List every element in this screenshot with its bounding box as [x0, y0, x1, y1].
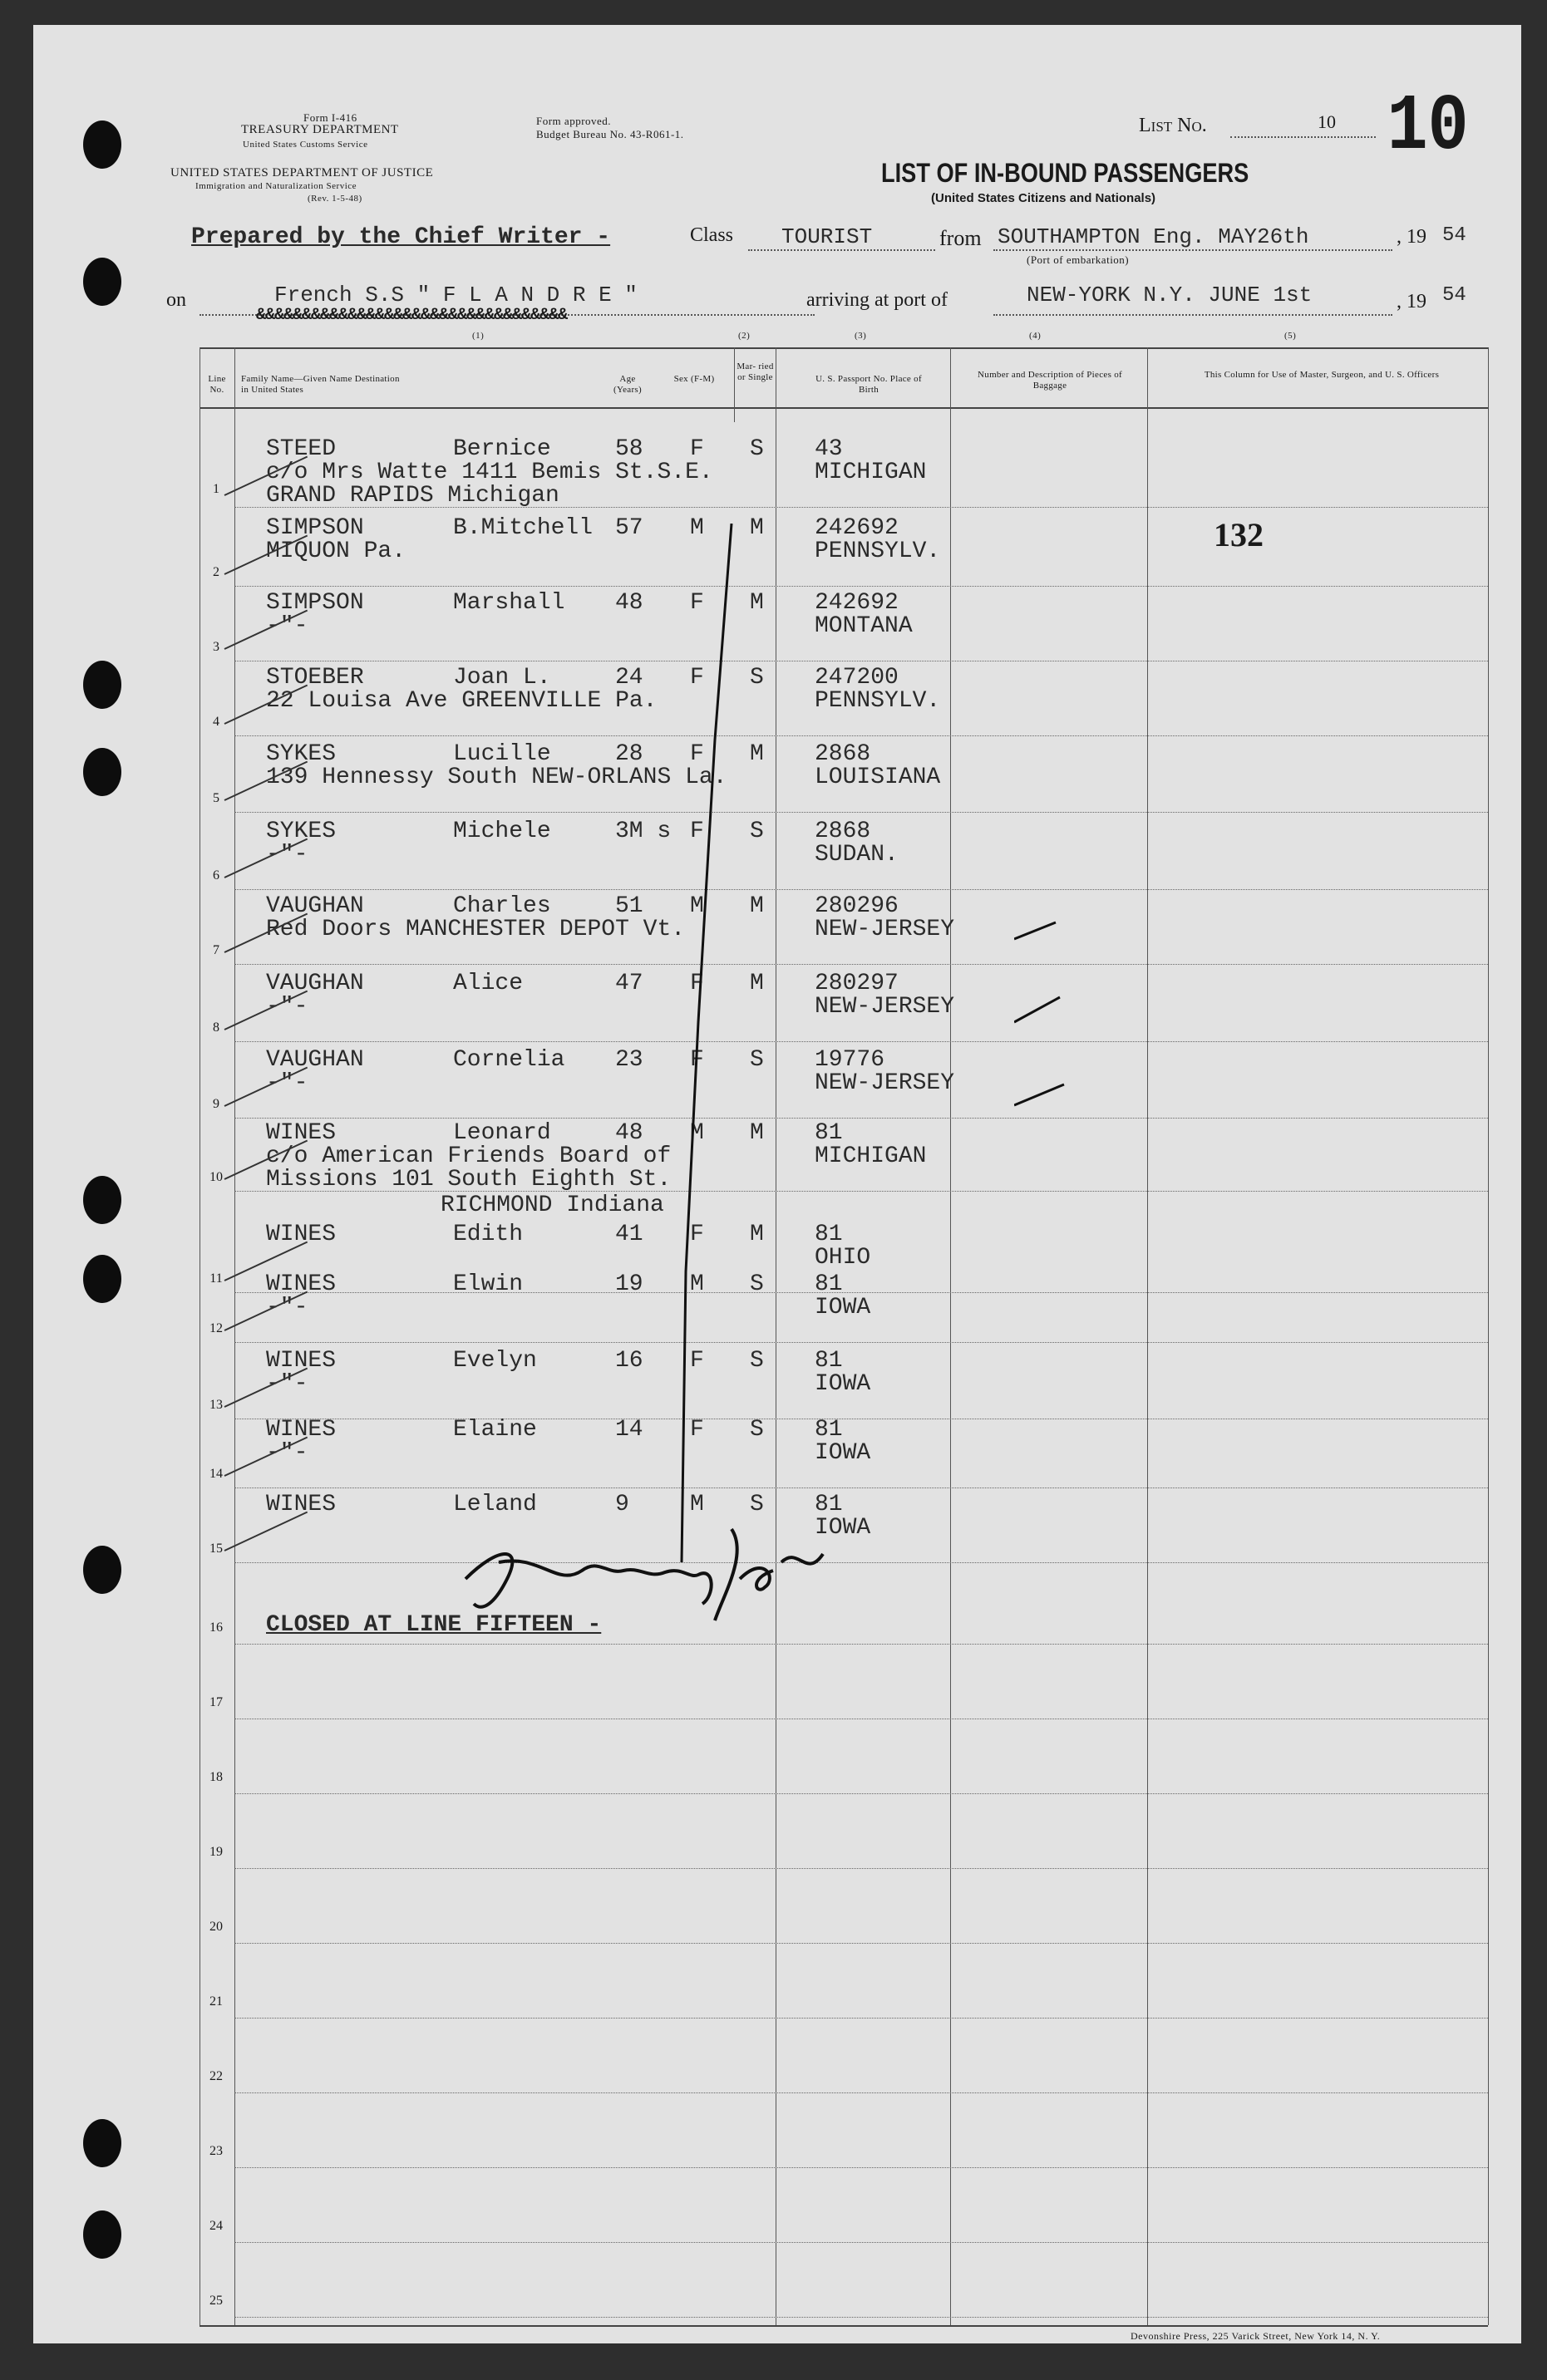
line-number: 13	[209, 1398, 223, 1412]
marital-status: M	[750, 590, 764, 616]
col-header-passport: U. S. Passport No. Place of Birth	[815, 374, 922, 395]
printer-footer: Devonshire Press, 225 Varick Street, New York 14, N. Y.	[1131, 2330, 1381, 2342]
row-separator	[234, 735, 1488, 736]
passport-no: 81	[815, 1417, 843, 1443]
col-num-2: (2)	[738, 331, 751, 341]
family-name: WINES	[266, 1222, 337, 1247]
marital-status: S	[750, 1417, 764, 1443]
passport-no: 19776	[815, 1047, 885, 1073]
col-header-line: Line No.	[208, 374, 226, 395]
form-approved: Form approved.	[536, 115, 612, 127]
line-number: 24	[209, 2219, 223, 2233]
birthplace: MICHIGAN	[815, 1143, 927, 1169]
passport-no: 81	[815, 1120, 843, 1146]
birthplace: IOWA	[815, 1295, 871, 1320]
row-separator	[234, 1644, 1488, 1645]
age: 9	[615, 1492, 629, 1517]
sex: F	[690, 590, 704, 616]
form-number: Form I-416	[303, 111, 357, 124]
class-label: Class	[690, 224, 734, 246]
family-name: WINES	[266, 1348, 337, 1374]
row-separator	[234, 1943, 1488, 1944]
passport-no: 43	[815, 436, 843, 462]
sex: M	[690, 1120, 704, 1146]
given-name: Elwin	[453, 1271, 524, 1297]
col-header-name: Family Name—Given Name Destination in United States	[241, 374, 400, 395]
ins-service: Immigration and Naturalization Service	[195, 181, 357, 191]
birthplace: LOUISIANA	[815, 765, 941, 790]
family-name: SIMPSON	[266, 590, 364, 616]
row-separator	[234, 2092, 1488, 2093]
family-name: SIMPSON	[266, 515, 364, 541]
passport-no: 2868	[815, 741, 871, 767]
row-separator	[234, 2018, 1488, 2019]
given-name: Edith	[453, 1222, 524, 1247]
family-name: WINES	[266, 1417, 337, 1443]
sex: F	[690, 819, 704, 844]
destination-line-1: Red Doors MANCHESTER DEPOT Vt.	[266, 917, 686, 942]
age: 16	[615, 1348, 643, 1374]
given-name: Lucille	[453, 741, 551, 767]
year-value-1: 54	[1442, 224, 1466, 247]
line-number: 9	[213, 1097, 219, 1111]
ship-value: French S.S " F L A N D R E "	[274, 283, 638, 307]
row-separator	[234, 889, 1488, 890]
ship-strike: &&&&&&&&&&&&&&&&&&&&&&&&&&&&&&&&&&	[256, 306, 568, 325]
list-no-line	[1230, 136, 1376, 138]
age: 47	[615, 971, 643, 996]
family-name: WINES	[266, 1271, 337, 1297]
sex: F	[690, 1348, 704, 1374]
given-name: Leland	[453, 1492, 537, 1517]
prepared-by: Prepared by the Chief Writer -	[191, 224, 611, 250]
row-separator	[234, 2317, 1488, 2318]
line-number: 6	[213, 868, 219, 883]
line-number: 14	[209, 1467, 223, 1481]
officer-note: 132	[1214, 516, 1264, 553]
marital-status: M	[750, 893, 764, 919]
family-name: SYKES	[266, 819, 337, 844]
customs-service: United States Customs Service	[243, 140, 368, 150]
passport-no: 81	[815, 1222, 843, 1247]
punch-hole	[83, 1546, 121, 1594]
line-number: 18	[209, 1770, 223, 1784]
destination-line-1: -"-	[266, 1440, 308, 1466]
destination-line-1: -"-	[266, 994, 308, 1020]
destination-line-2: Missions 101 South Eighth St.	[266, 1167, 672, 1192]
port-embark-label: (Port of embarkation)	[1027, 253, 1130, 266]
col-num-5: (5)	[1284, 331, 1297, 341]
sex: F	[690, 1047, 704, 1073]
line-number: 21	[209, 1994, 223, 2009]
row-separator	[234, 1342, 1488, 1343]
col-header-sex: Sex (F-M)	[673, 374, 715, 384]
destination-line-2: GRAND RAPIDS Michigan	[266, 483, 559, 509]
punch-hole	[83, 2210, 121, 2259]
passport-no: 81	[815, 1348, 843, 1374]
marital-status: M	[750, 971, 764, 996]
table-right-border	[1488, 347, 1489, 2325]
birthplace: MONTANA	[815, 613, 913, 639]
sex: M	[690, 893, 704, 919]
destination-line-1: -"-	[266, 1070, 308, 1096]
punch-hole	[83, 120, 121, 169]
col-num-1: (1)	[472, 331, 485, 341]
birthplace: SUDAN.	[815, 842, 899, 868]
family-name: VAUGHAN	[266, 1047, 364, 1073]
given-name: Michele	[453, 819, 551, 844]
col-header-age: Age (Years)	[613, 374, 642, 395]
table-header-border	[200, 407, 1488, 409]
year-label-1: , 19	[1397, 226, 1426, 248]
marital-status: M	[750, 741, 764, 767]
line-number: 10	[209, 1170, 223, 1184]
line-number: 5	[213, 791, 219, 805]
sex: F	[690, 1417, 704, 1443]
given-name: Leonard	[453, 1120, 551, 1146]
marital-status: S	[750, 1047, 764, 1073]
given-name: Joan L.	[453, 665, 551, 691]
row-separator	[234, 1041, 1488, 1042]
row-separator	[234, 1191, 1488, 1192]
family-name: STOEBER	[266, 665, 364, 691]
destination-line-1: 139 Hennessy South NEW-ORLANS La.	[266, 765, 727, 790]
form-title: LIST OF IN-BOUND PASSENGERS	[881, 158, 1249, 188]
age: 41	[615, 1222, 643, 1247]
sex: M	[690, 515, 704, 541]
col-num-4: (4)	[1029, 331, 1042, 341]
passport-no: 247200	[815, 665, 899, 691]
col-header-officers: This Column for Use of Master, Surgeon, and U. S. Officers	[1204, 370, 1440, 380]
sex: F	[690, 1222, 704, 1247]
given-name: Marshall	[453, 590, 565, 616]
list-no-value: 10	[1318, 111, 1336, 132]
punch-hole	[83, 2119, 121, 2167]
table-top-border	[200, 347, 1488, 349]
table-bottom-border	[200, 2325, 1488, 2327]
line-number: 1	[213, 482, 219, 496]
marital-status: M	[750, 515, 764, 541]
destination-line-1: -"-	[266, 613, 308, 639]
justice-dept: UNITED STATES DEPARTMENT OF JUSTICE	[170, 166, 434, 179]
line-number: 15	[209, 1542, 223, 1556]
age: 23	[615, 1047, 643, 1073]
age: 57	[615, 515, 643, 541]
list-no-stamp: 10	[1387, 81, 1469, 172]
given-name: Elaine	[453, 1417, 537, 1443]
form-subtitle: (United States Citizens and Nationals)	[931, 191, 1156, 205]
birthplace: PENNSYLV.	[815, 538, 941, 564]
line-number: 22	[209, 2069, 223, 2083]
line-number: 25	[209, 2294, 223, 2308]
class-line	[748, 249, 935, 251]
form-sheet	[33, 25, 1521, 2343]
line10-extra: RICHMOND Indiana	[441, 1192, 664, 1218]
destination-line-1: -"-	[266, 1295, 308, 1320]
age: 28	[615, 741, 643, 767]
line-number: 7	[213, 943, 219, 957]
birthplace: MICHIGAN	[815, 460, 927, 485]
destination-line-1: MIQUON Pa.	[266, 538, 406, 564]
family-name: VAUGHAN	[266, 893, 364, 919]
birthplace: NEW-JERSEY	[815, 917, 955, 942]
closed-text: CLOSED AT LINE FIFTEEN -	[266, 1612, 602, 1638]
destination-line-1: c/o American Friends Board of	[266, 1143, 672, 1169]
marital-status: S	[750, 1271, 764, 1297]
revision: (Rev. 1-5-48)	[308, 194, 362, 204]
age: 51	[615, 893, 643, 919]
line-number: 4	[213, 715, 219, 729]
col-header-baggage: Number and Description of Pieces of Baggage	[978, 370, 1122, 391]
family-name: WINES	[266, 1120, 337, 1146]
check-marks	[1014, 906, 1114, 1122]
row-separator	[234, 1292, 1488, 1293]
destination-line-1: 22 Louisa Ave GREENVILLE Pa.	[266, 688, 658, 714]
destination-line-1: -"-	[266, 842, 308, 868]
punch-hole	[83, 661, 121, 709]
sex: M	[690, 1271, 704, 1297]
sex: F	[690, 665, 704, 691]
marital-status: S	[750, 665, 764, 691]
col-num-3: (3)	[855, 331, 867, 341]
sex: F	[690, 436, 704, 462]
age: 24	[615, 665, 643, 691]
budget-bureau: Budget Bureau No. 43-R061-1.	[536, 128, 684, 140]
row-separator	[234, 1868, 1488, 1869]
arriving-label: arriving at port of	[806, 289, 948, 311]
punch-hole	[83, 258, 121, 306]
treasury-dept: TREASURY DEPARTMENT	[241, 123, 399, 136]
age: 58	[615, 436, 643, 462]
marital-status: S	[750, 1348, 764, 1374]
passport-no: 242692	[815, 590, 899, 616]
sex: M	[690, 1492, 704, 1517]
arrival-line	[993, 314, 1392, 316]
birthplace: OHIO	[815, 1245, 871, 1271]
marital-status: M	[750, 1120, 764, 1146]
birthplace: NEW-JERSEY	[815, 1070, 955, 1096]
given-name: Charles	[453, 893, 551, 919]
birthplace: PENNSYLV.	[815, 688, 941, 714]
pen-stroke	[648, 524, 748, 1571]
family-name: VAUGHAN	[266, 971, 364, 996]
line-number: 16	[209, 1620, 223, 1635]
age: 3M s	[615, 819, 672, 844]
passport-no: 81	[815, 1271, 843, 1297]
line-number: 20	[209, 1920, 223, 1934]
line-number: 2	[213, 565, 219, 579]
punch-hole	[83, 1176, 121, 1224]
age: 48	[615, 590, 643, 616]
year-label-2: , 19	[1397, 291, 1426, 312]
class-value: TOURIST	[781, 224, 873, 249]
age: 48	[615, 1120, 643, 1146]
birthplace: IOWA	[815, 1371, 871, 1397]
given-name: Alice	[453, 971, 524, 996]
row-separator	[234, 2167, 1488, 2168]
row-separator	[234, 1793, 1488, 1794]
line-number: 8	[213, 1020, 219, 1035]
line-number: 23	[209, 2144, 223, 2158]
row-separator	[234, 812, 1488, 813]
family-name: WINES	[266, 1492, 337, 1517]
col-header-married: Mar- ried or Single	[737, 361, 774, 382]
passport-no: 280296	[815, 893, 899, 919]
line-number: 19	[209, 1845, 223, 1859]
line-number: 11	[209, 1271, 223, 1286]
from-line	[993, 249, 1392, 251]
passport-no: 280297	[815, 971, 899, 996]
line-number: 12	[209, 1321, 223, 1335]
passport-no: 2868	[815, 819, 871, 844]
birthplace: NEW-JERSEY	[815, 994, 955, 1020]
sex: F	[690, 971, 704, 996]
from-value: SOUTHAMPTON Eng. MAY26th	[998, 224, 1309, 249]
given-name: Evelyn	[453, 1348, 537, 1374]
destination-line-1: -"-	[266, 1371, 308, 1397]
age: 19	[615, 1271, 643, 1297]
row-separator	[234, 1118, 1488, 1119]
year-value-2: 54	[1442, 284, 1466, 307]
line-number: 17	[209, 1695, 223, 1709]
sex: F	[690, 741, 704, 767]
marital-status: S	[750, 1492, 764, 1517]
given-name: B.Mitchell	[453, 515, 594, 541]
family-name: SYKES	[266, 741, 337, 767]
punch-hole	[83, 1255, 121, 1303]
marital-status: S	[750, 436, 764, 462]
marital-status: M	[750, 1222, 764, 1247]
row-separator	[234, 2242, 1488, 2243]
passport-no: 81	[815, 1492, 843, 1517]
given-name: Bernice	[453, 436, 551, 462]
family-name: STEED	[266, 436, 337, 462]
col-sep-baggage	[950, 347, 951, 2325]
given-name: Cornelia	[453, 1047, 565, 1073]
from-label: from	[939, 226, 982, 250]
marital-status: S	[750, 819, 764, 844]
row-separator	[234, 964, 1488, 965]
passport-no: 242692	[815, 515, 899, 541]
row-separator	[234, 586, 1488, 587]
line-number: 3	[213, 640, 219, 654]
destination-line-1: c/o Mrs Watte 1411 Bemis St.S.E.	[266, 460, 713, 485]
col-sep-officers	[1147, 347, 1148, 2325]
col-sep-married	[734, 347, 735, 422]
birthplace: IOWA	[815, 1440, 871, 1466]
birthplace: IOWA	[815, 1515, 871, 1541]
on-label: on	[166, 289, 186, 311]
arrival-value: NEW-YORK N.Y. JUNE 1st	[1027, 283, 1313, 307]
list-no-label: List No.	[1139, 115, 1207, 136]
row-separator	[234, 507, 1488, 508]
age: 14	[615, 1417, 643, 1443]
punch-hole	[83, 748, 121, 796]
